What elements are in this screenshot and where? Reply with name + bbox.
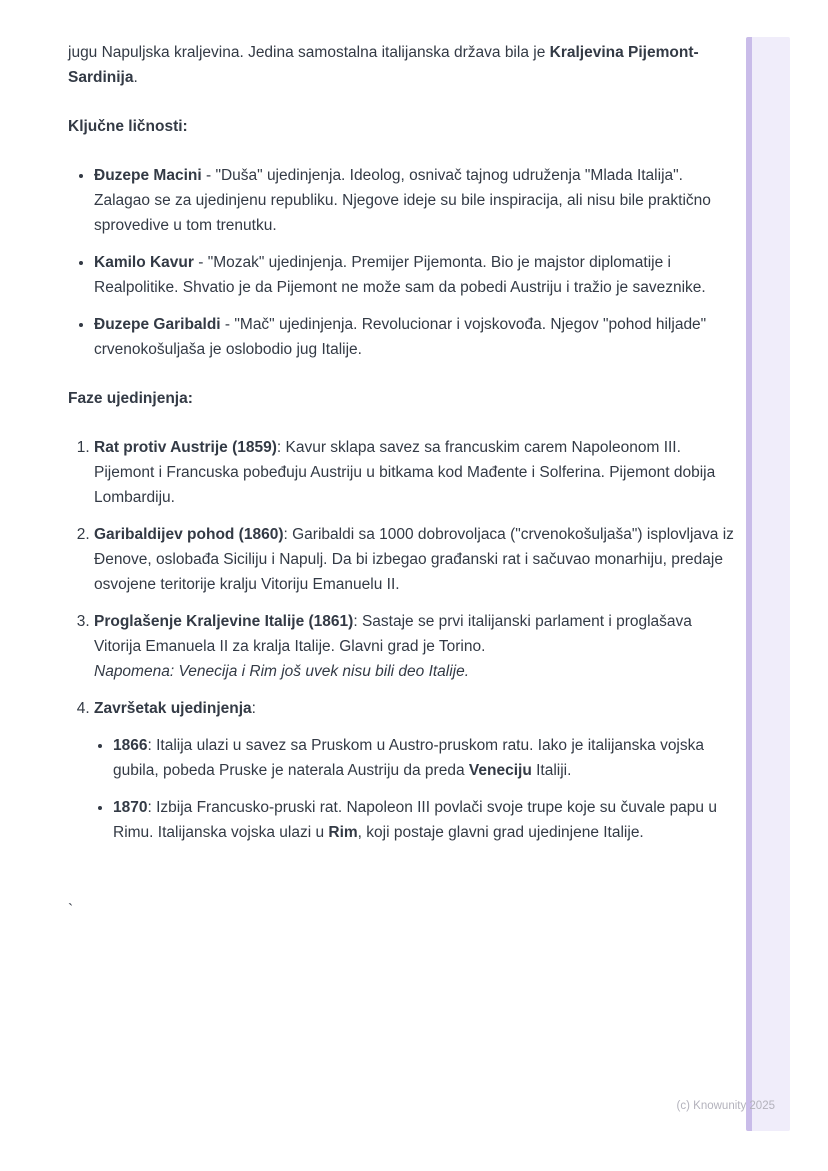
section-heading-key-figures: Ključne ličnosti: bbox=[68, 118, 188, 135]
section-heading-phases: Faze ujedinjenja: bbox=[68, 390, 193, 407]
footer-copyright: (c) Knowunity 2025 bbox=[676, 1100, 775, 1112]
intro-paragraph: jugu Napuljska kraljevina. Jedina samostalna italijanska država bila je Kraljevina Pijemont-Sardinija. bbox=[68, 44, 699, 86]
page-edge-accent-bar bbox=[746, 37, 790, 1131]
sub-list-item-1870: • 1870: Izbija Francusko-pruski rat. Napoleon III povlači svoje trupe koje su čuvale papu u Rimu. Italijanska vojska ulazi u Rim, koji postaje glavni grad ujedinjene Italije. bbox=[113, 795, 738, 845]
phase-text: Garibaldijev pohod (1860): Garibaldi sa 1000 dobrovoljaca ("crvenokošuljaša") isplovljava iz Đenove, oslobađa Siciliju i Napulj. Da bi izbegao građanski rat i sačuvao monarhiju, predaje osvojene teritorije kralju Vitoriju Emanuelu II. bbox=[94, 526, 734, 593]
list-item-kavur: • Kamilo Kavur - "Mozak" ujedinjenja. Premijer Pijemonta. Bio je majstor diplomatije i Realpolitike. Shvatio je da Pijemont ne može sam da pobedi Austriju i tražio je saveznike. bbox=[94, 250, 738, 300]
phase-text: Završetak ujedinjenja: bbox=[94, 700, 256, 717]
list-item-unification-completion bbox=[94, 696, 738, 845]
stray-backtick: ` bbox=[68, 902, 74, 919]
list-item-garibaldi: • Đuzepe Garibaldi - "Mač" ujedinjenja. Revolucionar i vojskovođa. Njegov "pohod hiljade" crvenokošuljaša je oslobodio jug Italije. bbox=[94, 312, 738, 362]
completion-sublist bbox=[94, 733, 738, 845]
document-content bbox=[68, 40, 738, 869]
phases-list bbox=[68, 435, 738, 845]
list-item-macini: • Đuzepe Macini - "Duša" ujedinjenja. Ideolog, osnivač tajnog udruženja "Mlada Italija". Zalagao se za ujedinjenu republiku. Njegove ideje su bile inspiracija, ali nisu bile praktično sprovedive u tom trenutku. bbox=[94, 163, 738, 238]
list-item-kingdom-proclamation bbox=[94, 609, 738, 684]
phase-text: Proglašenje Kraljevine Italije (1861): Sastaje se prvi italijanski parlament i proglašava Vitorija Emanuela II za kralja Italije. Glavni grad je Torino. bbox=[94, 613, 692, 655]
key-figures-list bbox=[68, 163, 738, 362]
list-item-garibaldi-expedition bbox=[94, 522, 738, 597]
note-line: Napomena: Venecija i Rim još uvek nisu bili deo Italije. bbox=[94, 663, 470, 680]
phase-text: Rat protiv Austrije (1859): Kavur sklapa savez sa francuskim carem Napoleonom III. Pijemont i Francuska pobeđuju Austriju u bitkama kod Mađente i Solferina. Pijemont dobija Lombardiju. bbox=[94, 439, 716, 506]
list-item-war-against-austria bbox=[94, 435, 738, 510]
sub-list-item-1866: • 1866: Italija ulazi u savez sa Pruskom u Austro-pruskom ratu. Iako je italijanska vojska gubila, pobeda Pruske je naterala Austriju da preda Veneciju Italiji. bbox=[113, 733, 738, 783]
